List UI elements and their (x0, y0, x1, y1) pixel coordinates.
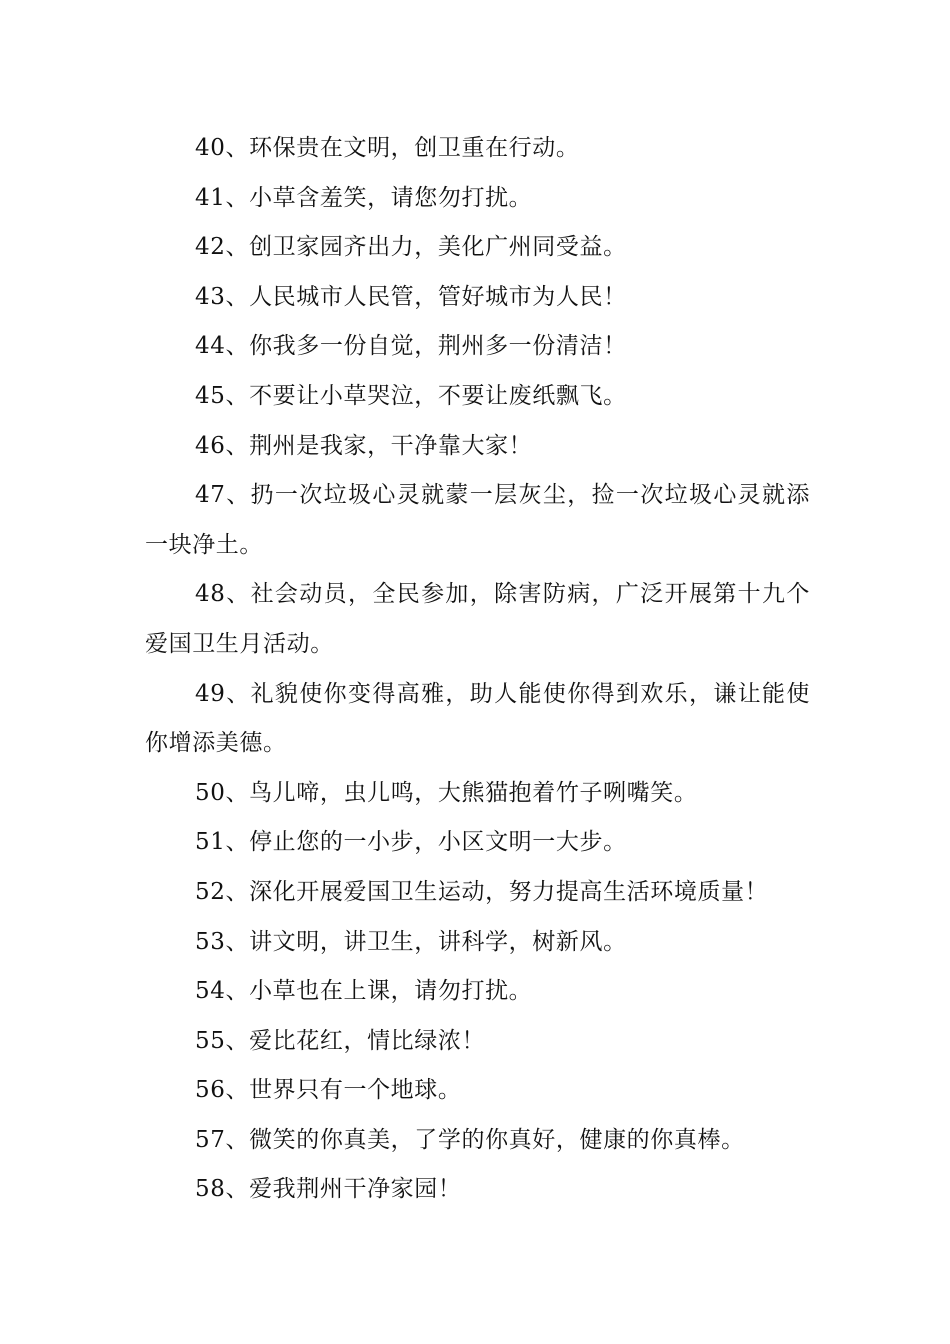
list-item: 50、鸟儿啼，虫儿鸣，大熊猫抱着竹子咧嘴笑。 (195, 779, 698, 806)
list-item: 46、荆州是我家，干净靠大家！ (195, 432, 533, 459)
list-item: 47、扔一次垃圾心灵就蒙一层灰尘，捡一次垃圾心灵就添一块净土。 (145, 482, 810, 558)
list-item: 42、创卫家园齐出力，美化广州同受益。 (195, 234, 627, 261)
list-item: 53、讲文明，讲卫生，讲科学，树新风。 (195, 928, 627, 955)
list-item: 40、环保贵在文明，创卫重在行动。 (195, 135, 580, 161)
list-item: 49、礼貌使你变得高雅，助人能使你得到欢乐，谦让能使你增添美德。 (145, 680, 810, 757)
list-item: 51、停止您的一小步，小区文明一大步。 (195, 829, 627, 856)
list-item: 45、不要让小草哭泣，不要让废纸飘飞。 (195, 382, 627, 409)
slogan-list (145, 124, 810, 1215)
list-item: 57、微笑的你真美，了学的你真好，健康的你真棒。 (195, 1126, 745, 1153)
list-item: 55、爱比花红，情比绿浓！ (195, 1027, 486, 1054)
list-item: 48、社会动员，全民参加，除害防病，广泛开展第十九个爱国卫生月活动。 (145, 581, 810, 657)
list-item: 41、小草含羞笑，请您勿打扰。 (195, 184, 533, 211)
list-item: 58、爱我荆州干净家园！ (195, 1176, 462, 1203)
list-item: 56、世界只有一个地球。 (195, 1077, 462, 1104)
list-item: 54、小草也在上课，请勿打扰。 (195, 978, 533, 1005)
list-item: 44、你我多一份自觉，荆州多一份清洁！ (195, 333, 627, 360)
list-item: 52、深化开展爱国卫生运动，努力提高生活环境质量！ (195, 878, 769, 905)
list-item: 43、人民城市人民管，管好城市为人民！ (195, 283, 627, 310)
